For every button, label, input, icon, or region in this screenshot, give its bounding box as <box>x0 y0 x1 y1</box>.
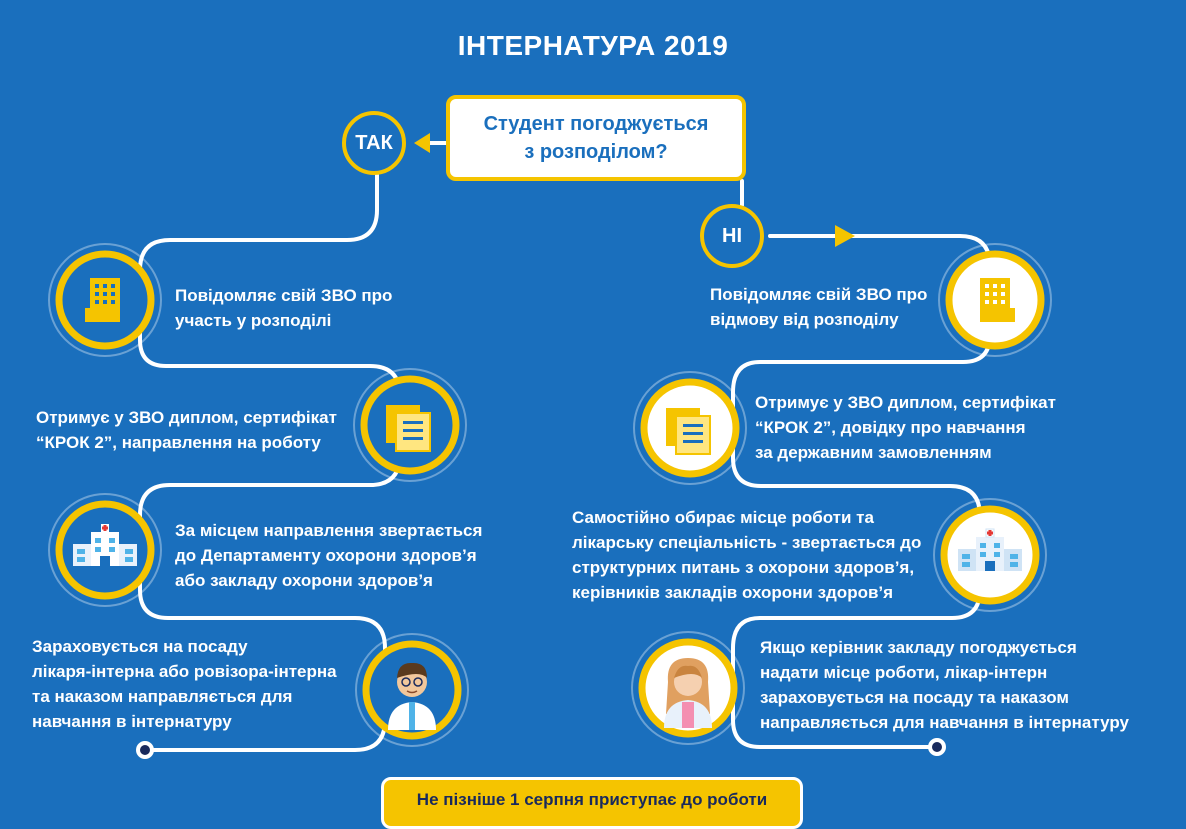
left-end-dot <box>138 743 152 757</box>
female-doctor-icon <box>664 658 712 728</box>
building-icon <box>980 278 1015 322</box>
footer-banner: Не пізніше 1 серпня приступає до роботи <box>381 777 803 829</box>
right-end-dot <box>930 740 944 754</box>
right-step-3-icon-circle <box>934 499 1046 611</box>
right-step-4-icon-circle <box>632 632 744 744</box>
no-badge: НІ <box>700 204 764 268</box>
right-step-3-text: Самостійно обирає місце роботи та лікарську спеціальність - звертається до структурних питань з охорони здоров’я, керівників закладів охорони здоров’я <box>572 508 922 602</box>
no-arrowhead <box>835 225 855 247</box>
right-step-2-text: Отримує у ЗВО диплом, сертифікат “КРОК 2”, довідку про навчання за державним замовленням <box>755 393 1056 462</box>
yes-badge: ТАК <box>342 111 406 175</box>
left-step-3-icon-circle <box>49 494 161 606</box>
left-step-2-text: Отримує у ЗВО диплом, сертифікат “КРОК 2”, направлення на роботу <box>36 408 337 452</box>
yes-arrowhead <box>414 133 430 153</box>
right-step-2-icon-circle <box>634 372 746 484</box>
left-step-4-text: Зараховується на посаду лікаря-інтерна або ровізора-інтерна та наказом направляється для навчання в інтернатуру <box>32 637 337 731</box>
page-title: ІНТЕРНАТУРА 2019 <box>457 30 729 61</box>
question-box: Студент погоджується з розподілом? <box>446 95 746 181</box>
left-step-1-text: Повідомляє свій ЗВО про участь у розподілі <box>175 286 393 330</box>
right-step-1-icon-circle <box>939 244 1051 356</box>
right-step-4-text: Якщо керівник закладу погоджується надати місце роботи, лікар-інтерн зараховується на посаду та наказом направляється для навчання в інтернатуру <box>760 638 1129 732</box>
right-step-1-text: Повідомляє свій ЗВО про відмову від розподілу <box>710 285 928 329</box>
building-icon <box>85 278 120 322</box>
left-step-4-icon-circle <box>356 634 468 746</box>
left-step-2-icon-circle <box>354 369 466 481</box>
left-step-1-icon-circle <box>49 244 161 356</box>
left-step-3-text: За місцем направлення звертається до Департаменту охорони здоров’я або закладу охорони здоров’я <box>175 521 483 590</box>
